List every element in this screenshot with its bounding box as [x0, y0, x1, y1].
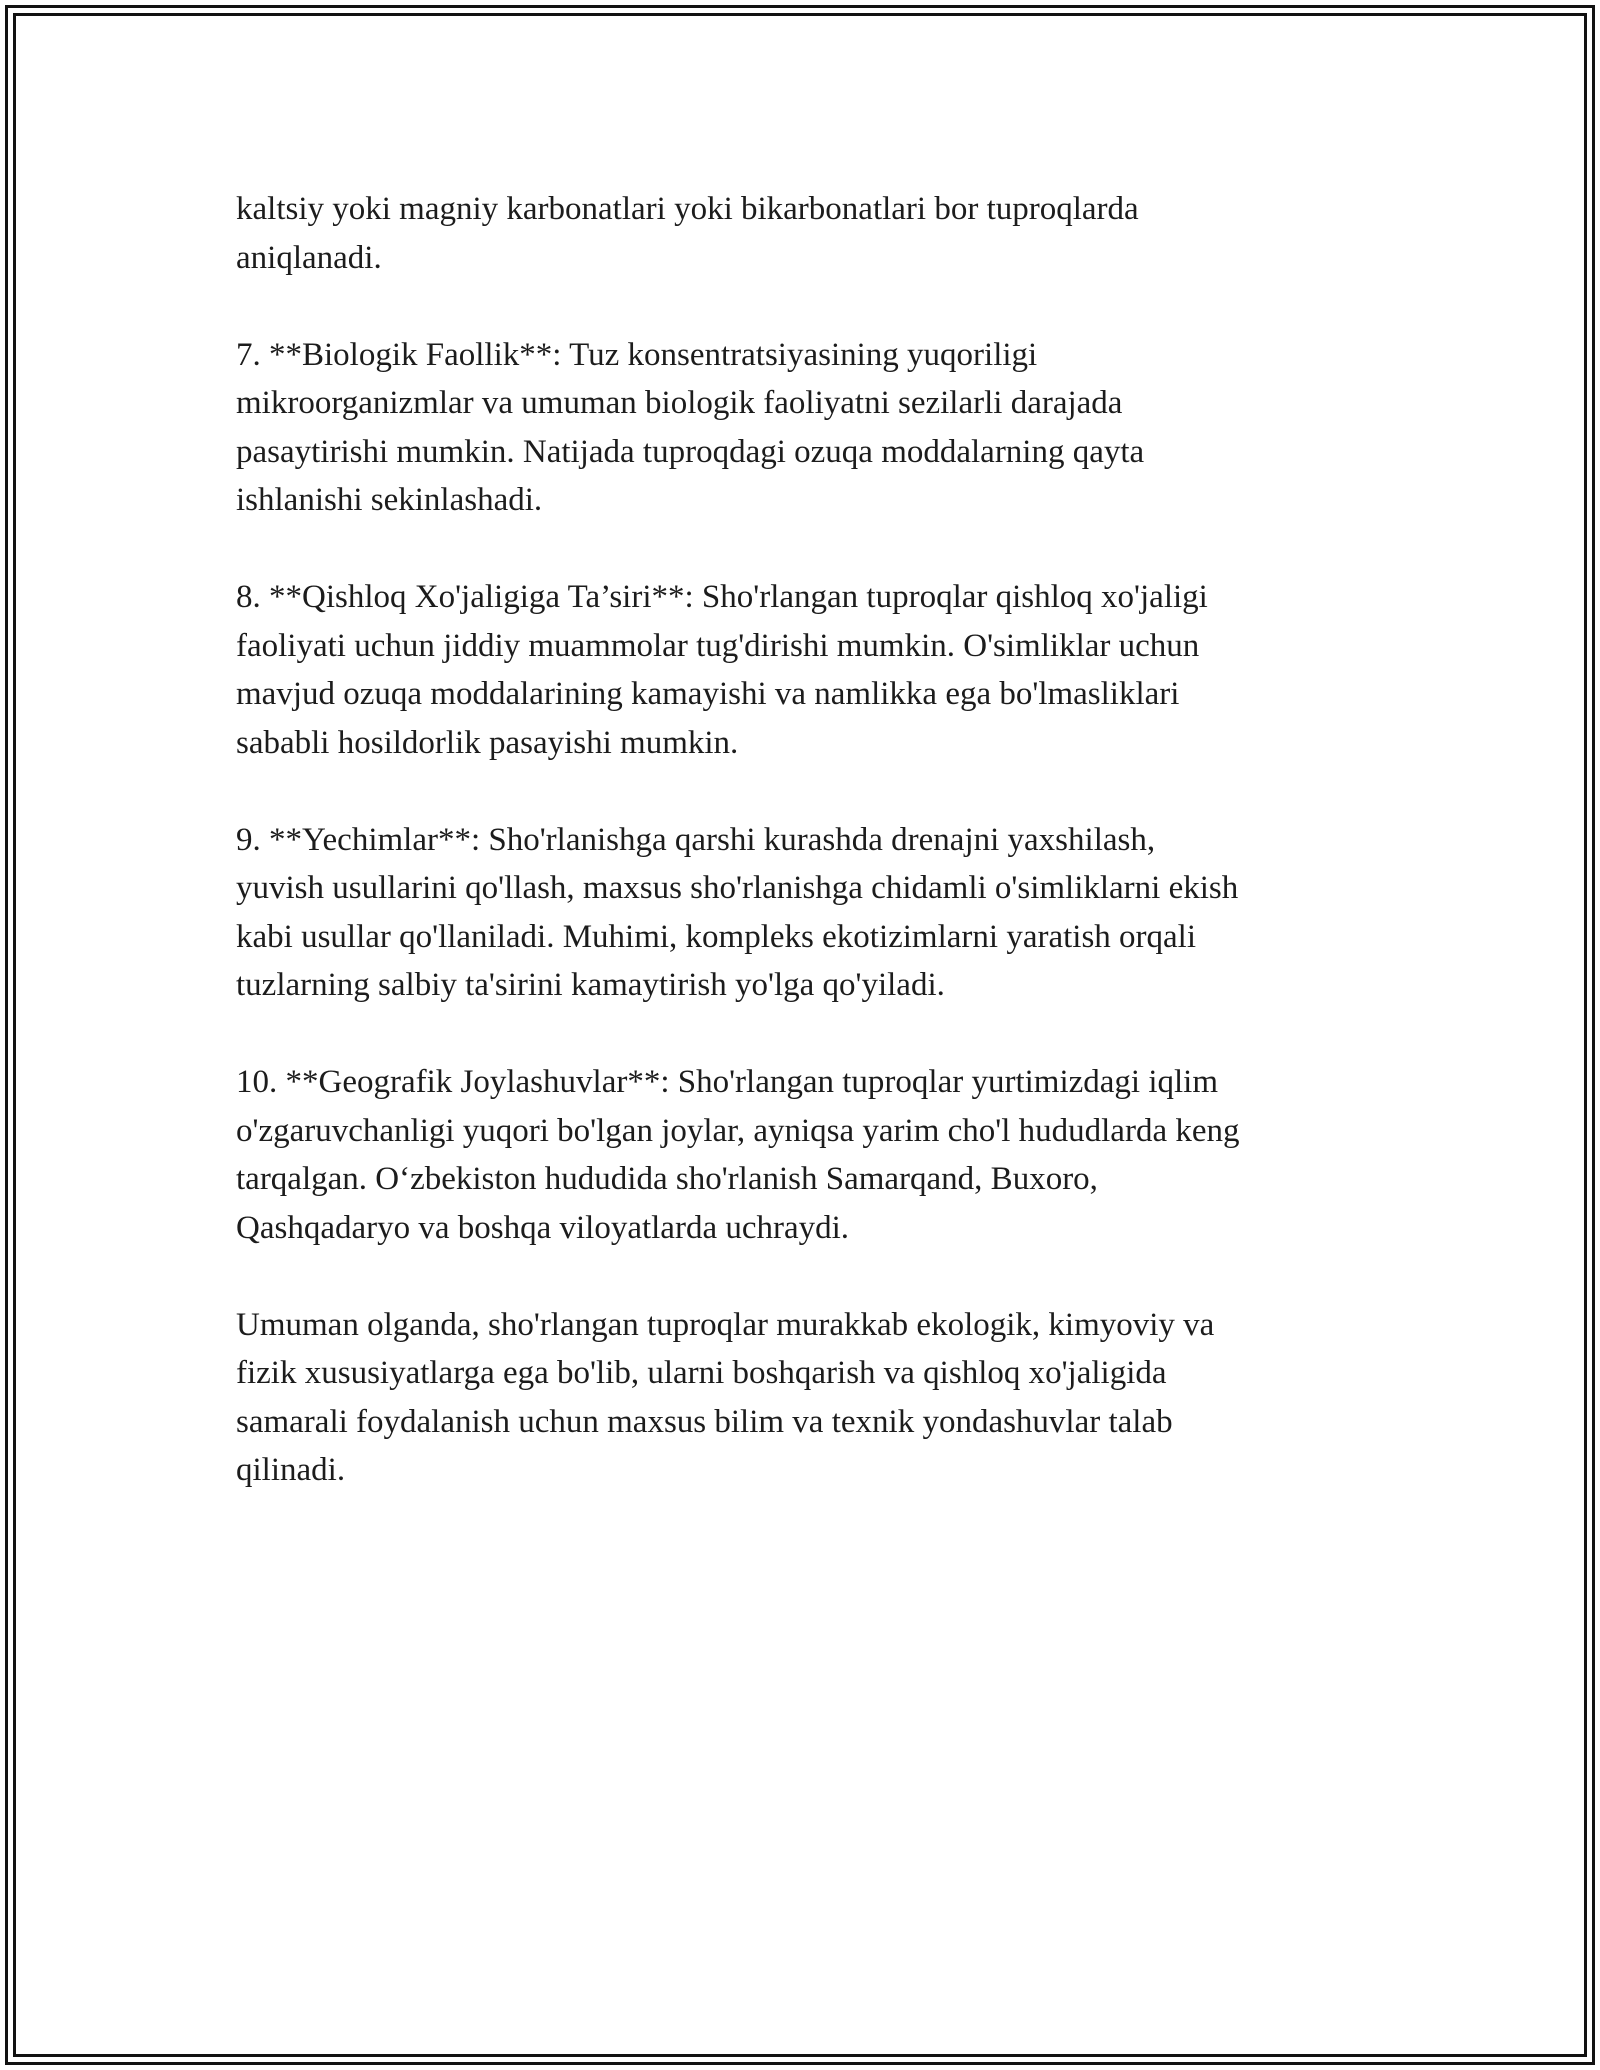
text-line: 10. **Geografik Joylashuvlar**: Sho'rlangan tuproqlar yurtimizdagi iqlim	[236, 1064, 1219, 1100]
paragraph-item-8	[236, 573, 1386, 767]
paragraph-item-7	[236, 331, 1386, 525]
text-line: mikroorganizmlar va umuman biologik faoliyatni sezilarli darajada	[236, 385, 1123, 421]
text-line: Qashqadaryo va boshqa viloyatlarda uchraydi.	[236, 1209, 850, 1246]
text-line: qilinadi.	[236, 1452, 346, 1488]
text-line: samarali foydalanish uchun maxsus bilim va texnik yondashuvlar talab	[236, 1403, 1173, 1440]
text-line: kabi usullar qo'llaniladi. Muhimi, kompleks ekotizimlarni yaratish orqali	[236, 918, 1197, 955]
text-line: Umuman olganda, sho'rlangan tuproqlar murakkab ekologik, kimyoviy va	[236, 1306, 1215, 1343]
paragraph-conclusion	[236, 1301, 1386, 1495]
text-line: 7. **Biologik Faollik**: Tuz konsentratsiyasining yuqoriligi	[236, 336, 1038, 373]
paragraph-continuation	[236, 185, 1386, 282]
text-line: yuvish usullarini qo'llash, maxsus sho'rlanishga chidamli o'simliklarni ekish	[236, 870, 1239, 906]
text-line: pasaytirishi mumkin. Natijada tuproqdagi ozuqa moddalarning qayta	[236, 433, 1145, 470]
text-line: mavjud ozuqa moddalarining kamayishi va namlikka ega bo'lmasliklari	[236, 676, 1180, 712]
paragraph-item-9	[236, 816, 1386, 1010]
text-line: 9. **Yechimlar**: Sho'rlanishga qarshi kurashda drenajni yaxshilash,	[236, 821, 1156, 858]
text-line: faoliyati uchun jiddiy muammolar tug'dirishi mumkin. O'simliklar uchun	[236, 627, 1200, 664]
paragraph-item-10	[236, 1058, 1386, 1252]
text-line: o'zgaruvchanligi yuqori bo'lgan joylar, ayniqsa yarim cho'l hududlarda keng	[236, 1112, 1240, 1149]
text-line: aniqlanadi.	[236, 239, 382, 276]
text-line: tuzlarning salbiy ta'sirini kamaytirish yo'lga qo'yiladi.	[236, 967, 945, 1003]
text-line: ishlanishi sekinlashadi.	[236, 482, 543, 518]
text-line: 8. **Qishloq Xo'jaligiga Ta’siri**: Sho'rlangan tuproqlar qishloq xo'jaligi	[236, 579, 1208, 615]
text-line: kaltsiy yoki magniy karbonatlari yoki bikarbonatlari bor tuproqlarda	[236, 191, 1139, 227]
text-line: tarqalgan. O‘zbekiston hududida sho'rlanish Samarqand, Buxoro,	[236, 1161, 1098, 1197]
document-body	[236, 185, 1386, 1543]
text-line: sababli hosildorlik pasayishi mumkin.	[236, 724, 739, 761]
text-line: fizik xususiyatlarga ega bo'lib, ularni boshqarish va qishloq xo'jaligida	[236, 1355, 1167, 1391]
